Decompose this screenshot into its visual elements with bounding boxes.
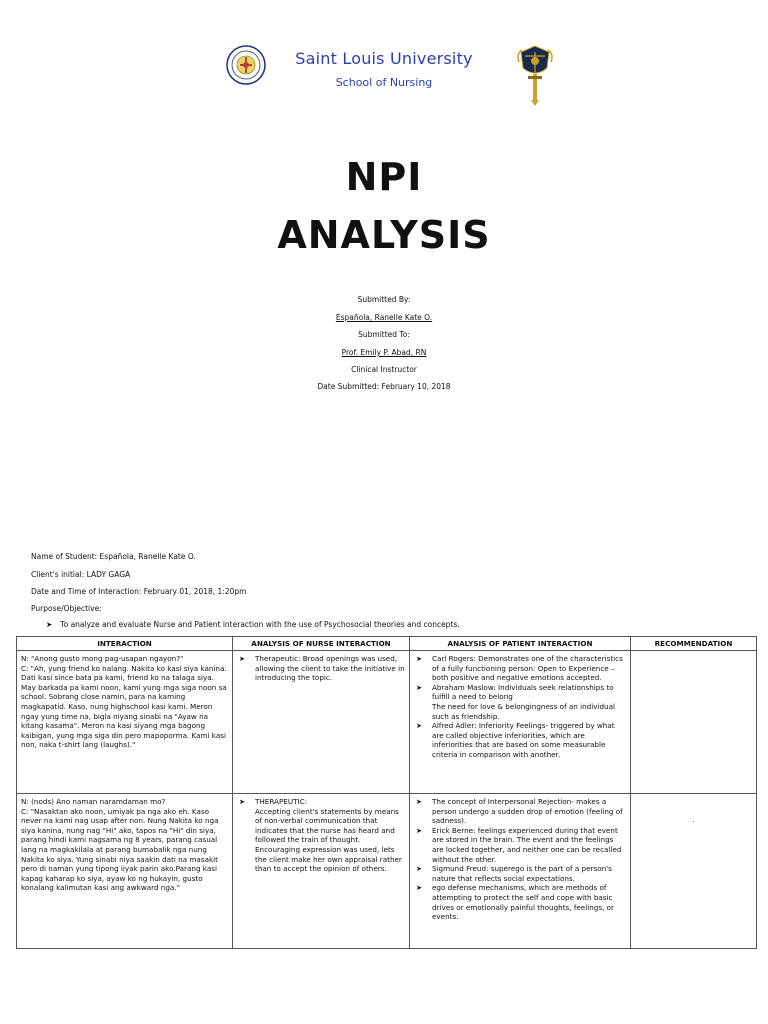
university-name: Saint Louis University (295, 49, 473, 68)
arrow-bullet-icon: ➤ (239, 797, 246, 806)
submitted-by-label: Submitted By: (357, 295, 411, 304)
submitted-by-name: Española, Ranelle Kate O. (335, 313, 433, 322)
recommendation-cell: . (631, 794, 757, 949)
date-submitted: Date Submitted: February 10, 2018 (317, 382, 451, 391)
purpose-label: Purpose/Objective: (31, 604, 102, 613)
arrow-bullet-icon: ➤ (416, 682, 423, 692)
arrow-bullet-icon: ➤ (416, 864, 423, 874)
title-line-2: ANALYSIS (277, 213, 491, 257)
arrow-bullet-icon: ➤ (46, 620, 53, 629)
table-row (17, 651, 757, 794)
nurse-analysis-cell (233, 651, 410, 794)
arrow-bullet-icon: ➤ (416, 797, 423, 806)
list-item: ➤ ego defense mechanisms, which are methods of attempting to protect the self and cope with basic drives or emotionally painful thoughts, feelings, or events. (416, 883, 614, 922)
title-line-1: NPI (345, 155, 423, 199)
header-patient-analysis: ANALYSIS OF PATIENT INTERACTION (410, 637, 631, 651)
list-item: ➤ Abraham Maslow: Individuals seek relationships to fulfill a need to belong The need for love & belongingness of an individual such as friendship. (416, 682, 616, 721)
student-name: Name of Student: Española, Ranelle Kate O. (31, 552, 196, 561)
list-item: ➤ THERAPEUTIC: (239, 797, 308, 806)
list-item: ➤ Alfred Adler: Inferiority Feelings- triggered by what are called objective inferiorities, which are inferiorities that are based on some measurable criteria in comparison with another. (416, 721, 615, 759)
submitted-to-name: Prof. Emily P. Abad, RN (341, 348, 427, 357)
interaction-cell (17, 651, 233, 794)
header-nurse-analysis: ANALYSIS OF NURSE INTERACTION (233, 637, 410, 651)
npi-table (16, 636, 757, 949)
arrow-bullet-icon: ➤ (416, 654, 423, 663)
list-item: ➤ Sigmund Freud: superego is the part of a person's nature that reflects social expectations. (416, 864, 612, 883)
nursing-crest-icon (516, 44, 554, 106)
interaction-text: N: (nods) Ano naman naramdaman mo? C: "Nasaktan ako noon, umiyak pa nga ako eh. Kaso never na kami nag usap after non. Nung Nakita ko nga siya kanina, nung nag "Hi" ako, tapos na "Hi" din siya, parang hindi kami nagsama ng 8 years, parang casual lang na magkakilala at parang bumabalik nga nung Nakita ko siya. Yung sinabi niya saakin dati na masakit pero di naman yung tipong iiyak parin ako.Parang kasi kapag kaharap ko siya, ayaw ko ng hukayin, gusto konalang kalimutan kasi ang awkward nga." (21, 797, 219, 893)
patient-analysis-cell (410, 794, 631, 949)
purpose-text: To analyze and evaluate Nurse and Patient interaction with the use of Psychosocial theories and concepts. (60, 620, 460, 629)
arrow-bullet-icon: ➤ (416, 721, 423, 731)
interaction-text: N: "Anong gusto mong pag-usapan ngayon?" C: "Ah, yung friend ko nalang. Nakita ko kasi siya kanina. Dati kasi since bata pa kami, friend ko na talaga siya. May barkada pa kami noon, kami yung mga siga noon sa school. Sobrang close namin, para na kaming magkapatid. Kaso, nung highschool kasi kami. Meron ngay yung time na, bigla niyang sinabi na "Ayaw na kitang kasama". Meron na kasi siyang mga bagong kaibigan, yung mga siga din pero mapoporma. Kami kasi non, naka t-shirt lang (laughs)." (21, 654, 227, 750)
nurse-analysis-cell (233, 794, 410, 949)
arrow-bullet-icon: ➤ (416, 883, 423, 893)
list-item: ➤ The concept of Interpersonal Rejection- makes a person undergo a sudden drop of emotion (feeling of sadness). (416, 797, 623, 826)
table-row (17, 794, 757, 949)
school-name: School of Nursing (335, 76, 433, 89)
recommendation-cell (631, 651, 757, 794)
purpose-item (46, 620, 460, 629)
submitted-to-label: Submitted To: (358, 330, 410, 339)
arrow-bullet-icon: ➤ (239, 654, 246, 663)
instructor-role: Clinical Instructor (351, 365, 417, 374)
header-interaction: INTERACTION (17, 637, 233, 651)
nurse-analysis-text: Accepting client's statements by means of non-verbal communication that indicates that the nurse has heard and followed the train of thought. Encouraging expression was used, lets the client make her own appraisal rather than to accept the opinion of others. (255, 806, 402, 874)
arrow-bullet-icon: ➤ (416, 825, 423, 835)
interaction-datetime: Date and Time of Interaction: February 01, 2018, 1:20pm (31, 587, 247, 596)
client-initial: Client's initial: LADY GAGA (31, 570, 131, 579)
header-recommendation: RECOMMENDATION (631, 637, 757, 651)
university-seal-icon (226, 45, 266, 85)
list-item: ➤ Carl Rogers: Demonstrates one of the characteristics of a fully functioning person: Open to Experience – both positive and negative emotions accepted. (416, 654, 623, 683)
list-item: ➤ Therapeutic: Broad openings was used, allowing the client to take the initiative in introducing the topic. (239, 654, 405, 683)
interaction-cell (17, 794, 233, 949)
list-item: ➤ Erick Berne: feelings experienced during that event are stored in the brain. The event and the feelings are locked together, and neither one can be recalled without the other. (416, 825, 622, 864)
table-header-row (17, 637, 757, 651)
patient-analysis-cell (410, 651, 631, 794)
